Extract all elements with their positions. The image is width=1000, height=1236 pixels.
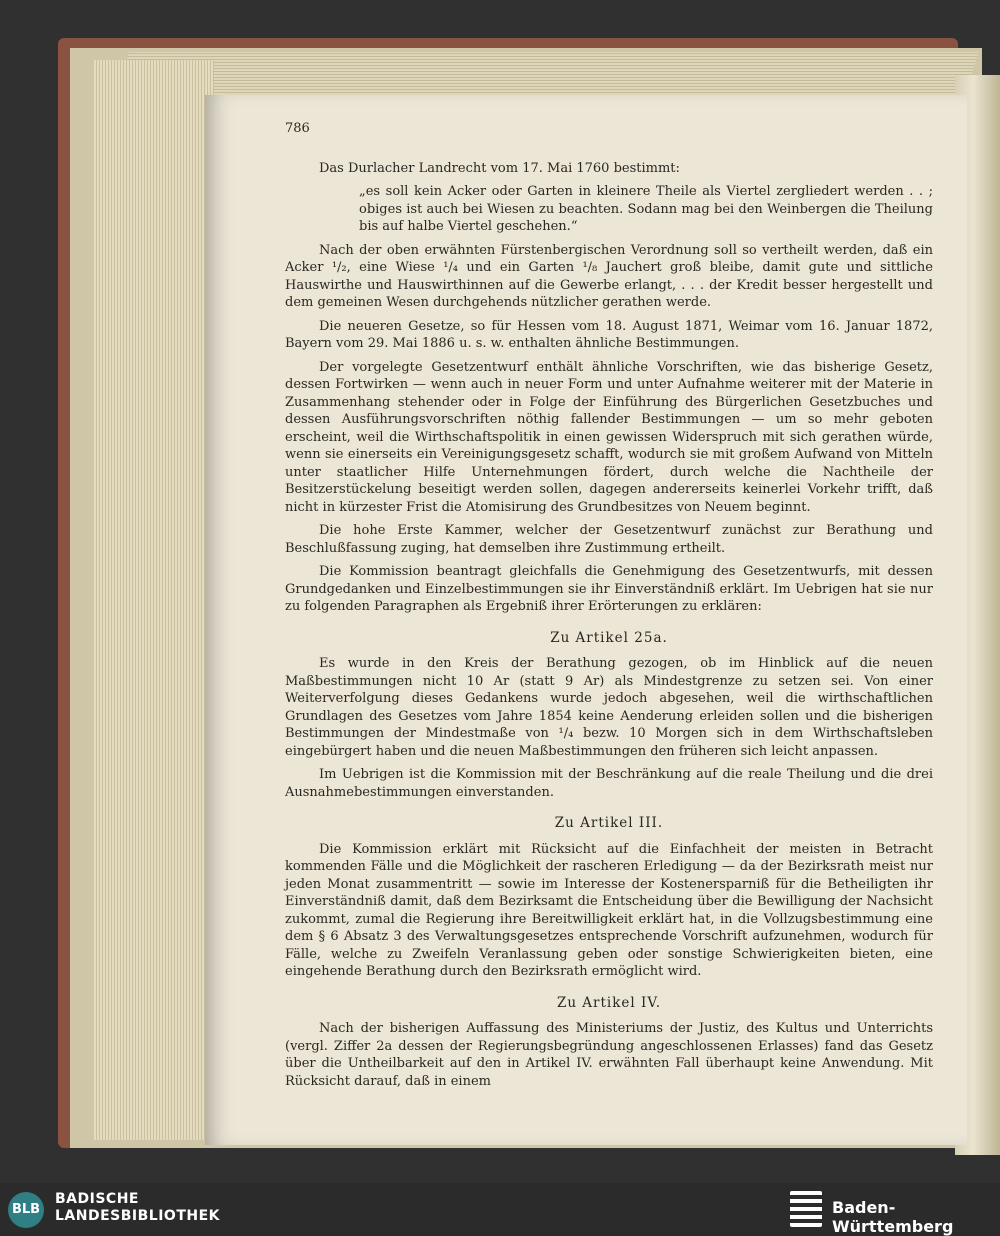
section-heading: Zu Artikel 25a.: [550, 629, 668, 646]
paragraph: Die Kommission erklärt mit Rücksicht auf die Einfachheit der meisten in Betracht kommenden Fälle und die Möglichkeit der rascheren Erledigung — da der Bezirksrath meist nur jeden Monat zusammentritt — sowie im Interesse der Kostenersparniß für die Betheiligten ihr Einverständniß damit, daß dem Bezirksamt die Entscheidung über die Bewilligung der Nachsicht zukommt, zumal die Regierung ihre Bereitwilligkeit erklärt hat, in die Vollzugsbestimmung eine dem § 6 Absatz 3 des Verwaltungsgesetzes entsprechende Vorschrift aufzunehmen, wodurch für Fälle, welche zu Zweifeln Veranlassung geben oder sonstige Schwierigkeiten bieten, eine eingehende Berathung durch den Bezirksrath ermöglicht wird.: [285, 841, 933, 979]
blb-logo[interactable]: BLB: [8, 1192, 44, 1228]
state-logo-text[interactable]: Baden-Württemberg: [832, 1198, 954, 1236]
library-name-line2: LANDESBIBLIOTHEK: [55, 1208, 221, 1224]
paragraph: Die Kommission beantragt gleichfalls die Genehmigung des Gesetzentwurfs, mit dessen Grundgedanken und Einzelbestimmungen sie ihr Einverständniß erklärt. Im Uebrigen hat sie nur zu folgenden Paragraphen als Ergebniß ihrer Erörterungen zu erklären:: [285, 564, 933, 614]
quote-paragraph: „es soll kein Acker oder Garten in kleinere Theile als Viertel zergliedert werden . . ; obiges ist auch bei Wiesen zu beachten. Sodann mag bei den Weinbergen die Theilung bis auf halbe Viertel geschehen.“: [359, 184, 933, 234]
paragraph: Im Uebrigen ist die Kommission mit der Beschränkung auf die reale Theilung und die drei Ausnahmebestimmungen einverstanden.: [285, 767, 933, 800]
paragraph: Das Durlacher Landrecht vom 17. Mai 1760 bestimmt:: [319, 160, 680, 176]
paragraph: Die neueren Gesetze, so für Hessen vom 18. August 1871, Weimar vom 16. Januar 1872, Bayern vom 29. Mai 1886 u. s. w. enthalten ähnliche Bestimmungen.: [285, 318, 933, 351]
page-number: 786: [285, 121, 310, 136]
paragraph: Es wurde in den Kreis der Berathung gezogen, ob im Hinblick auf die neuen Maßbestimmungen nicht 10 Ar (statt 9 Ar) als Mindestgrenze zu setzen sei. Von einer Weiterverfolgung dieses Gedankens wurde jedoch abgesehen, weil die wirthschaftlichen Grundlagen des Gesetzes vom Jahre 1854 keine Aenderung erleiden sollen und die bisherigen Bestimmungen der Mindestmaße von ¹/₄ bezw. 10 Morgen sich in dem Wirthschaftsleben eingebürgert haben und die neuen Maßbestimmungen den früheren sich leicht anpassen.: [285, 656, 933, 759]
section-heading: Zu Artikel IV.: [556, 994, 662, 1011]
paragraph: Nach der bisherigen Auffassung des Ministeriums der Justiz, des Kultus und Unterrichts (vergl. Ziffer 2a dessen der Regierungsbegründung angeschlossenen Erlasses) fand das Gesetz über die Untheilbarkeit auf den in Artikel IV. erwähnten Fall überhaupt keine Anwendung. Mit Rücksicht darauf, daß in einem: [285, 1021, 933, 1089]
paragraph: Nach der oben erwähnten Fürstenbergischen Verordnung soll so vertheilt werden, daß ein Acker ¹/₂, eine Wiese ¹/₄ und ein Garten ¹/₈ Jauchert groß bleibe, damit gute und sittliche Hauswirthe und Hauswirthinnen auf die Gewerbe erlangt, . . . der Kredit besser hergestellt und dem gemeinen Wesen durchgehends nützlicher gerathen werde.: [285, 242, 933, 310]
section-heading: Zu Artikel III.: [554, 815, 664, 831]
paragraph: Der vorgelegte Gesetzentwurf enthält ähnliche Vorschriften, wie das bisherige Gesetz, dessen Fortwirken — wenn auch in neuer Form und unter Aufnahme weiterer mit der Materie in Zusammenhang stehender oder in Folge der Einführung des Bürgerlichen Gesetzbuches und dessen Ausführungsvorschriften nöthig fallender Bestimmungen — um so mehr geboten erscheint, weil die Wirthschaftspolitik in einen gewissen Widerspruch mit sich gerathen würde, wenn sie einerseits ein Vereinigungsgesetz schafft, wodurch sie mit großem Aufwand von Mitteln unter staatlicher Hilfe Unternehmungen fördert, durch welche die Nachtheile der Besitzerstückelung beseitigt werden sollen, dagegen andererseits keinerlei Vorkehr trifft, daß nicht in kürzester Frist die Atomisirung des Grundbesitzes von Neuem beginnt.: [285, 359, 933, 515]
page-edges-left: [94, 60, 214, 1140]
page-text: [285, 120, 933, 1096]
coat-of-arms-icon: [790, 1191, 822, 1227]
library-name[interactable]: [55, 1191, 220, 1225]
footer-bar: [0, 1183, 1000, 1236]
paragraph: Die hohe Erste Kammer, welcher der Gesetzentwurf zunächst zur Berathung und Beschlußfassung zuging, hat demselben ihre Zustimmung ertheilt.: [285, 523, 933, 556]
library-name-line1: BADISCHE: [55, 1191, 139, 1207]
